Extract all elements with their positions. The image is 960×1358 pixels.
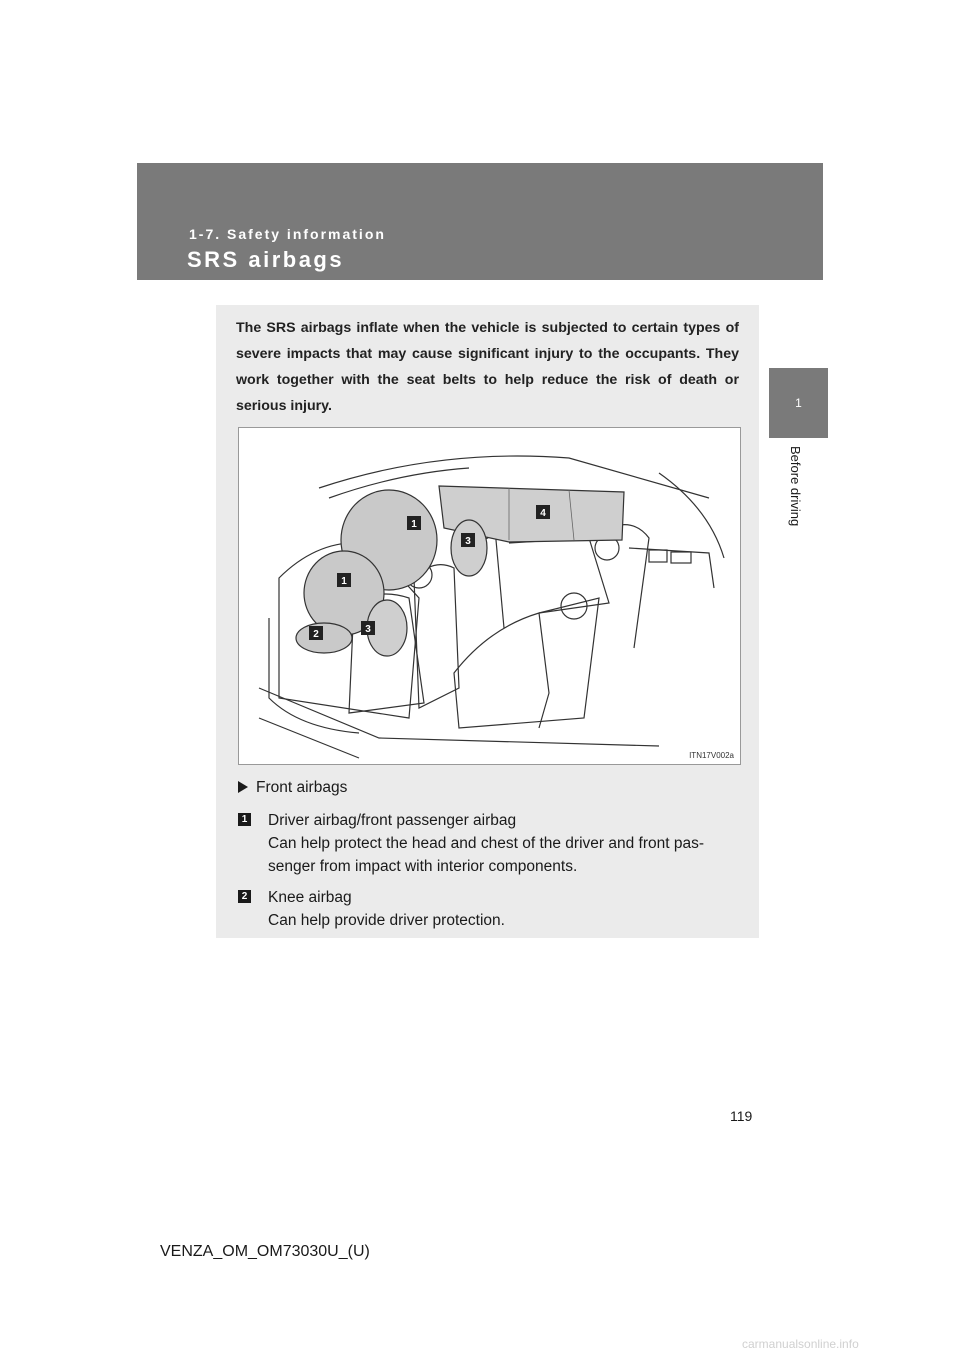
callout-1-upper: 1: [411, 519, 417, 530]
callout-4: 4: [540, 508, 546, 519]
item-description-continued: senger from impact with interior components.: [268, 858, 578, 875]
chapter-tab[interactable]: [769, 368, 828, 438]
intro-paragraph: The SRS airbags inflate when the vehicle is subjected to certain types of severe impacts that may cause significant injury to the occupants. They work together with the seat belts to help reduce the risk of death or serious injury.: [236, 320, 739, 414]
item-description: Can help provide driver protection.: [268, 912, 505, 929]
document-id: VENZA_OM_OM73030U_(U): [160, 1243, 370, 1260]
list-item: [238, 886, 505, 932]
content-panel: [216, 305, 759, 938]
chapter-tab-number: 1: [795, 396, 802, 410]
triangle-bullet-icon: [238, 781, 248, 793]
header-band: [137, 163, 823, 280]
item-description: Can help protect the head and chest of the driver and front pas-: [268, 835, 704, 852]
section-label: 1-7. Safety information: [189, 226, 386, 242]
heading-text: Front airbags: [256, 779, 348, 796]
number-badge-icon: 1: [238, 813, 251, 826]
callout-1-lower: 1: [341, 576, 347, 587]
callout-3-front: 3: [365, 624, 371, 635]
list-item: [238, 809, 704, 878]
car-interior-drawing: [239, 428, 740, 764]
figure-code: ITN17V002a: [689, 751, 734, 760]
chapter-caption: Before driving: [788, 446, 803, 527]
page-number: 119: [730, 1108, 753, 1124]
item-title: Knee airbag: [268, 889, 352, 906]
number-badge-icon: 2: [238, 890, 251, 903]
callout-2: 2: [313, 629, 319, 640]
item-title: Driver airbag/front passenger airbag: [268, 812, 517, 829]
callout-3-rear: 3: [465, 536, 471, 547]
page-title: SRS airbags: [187, 247, 345, 272]
watermark: carmanualsonline.info: [742, 1337, 859, 1351]
front-airbags-heading: [238, 779, 347, 797]
airbag-illustration: [238, 427, 741, 765]
